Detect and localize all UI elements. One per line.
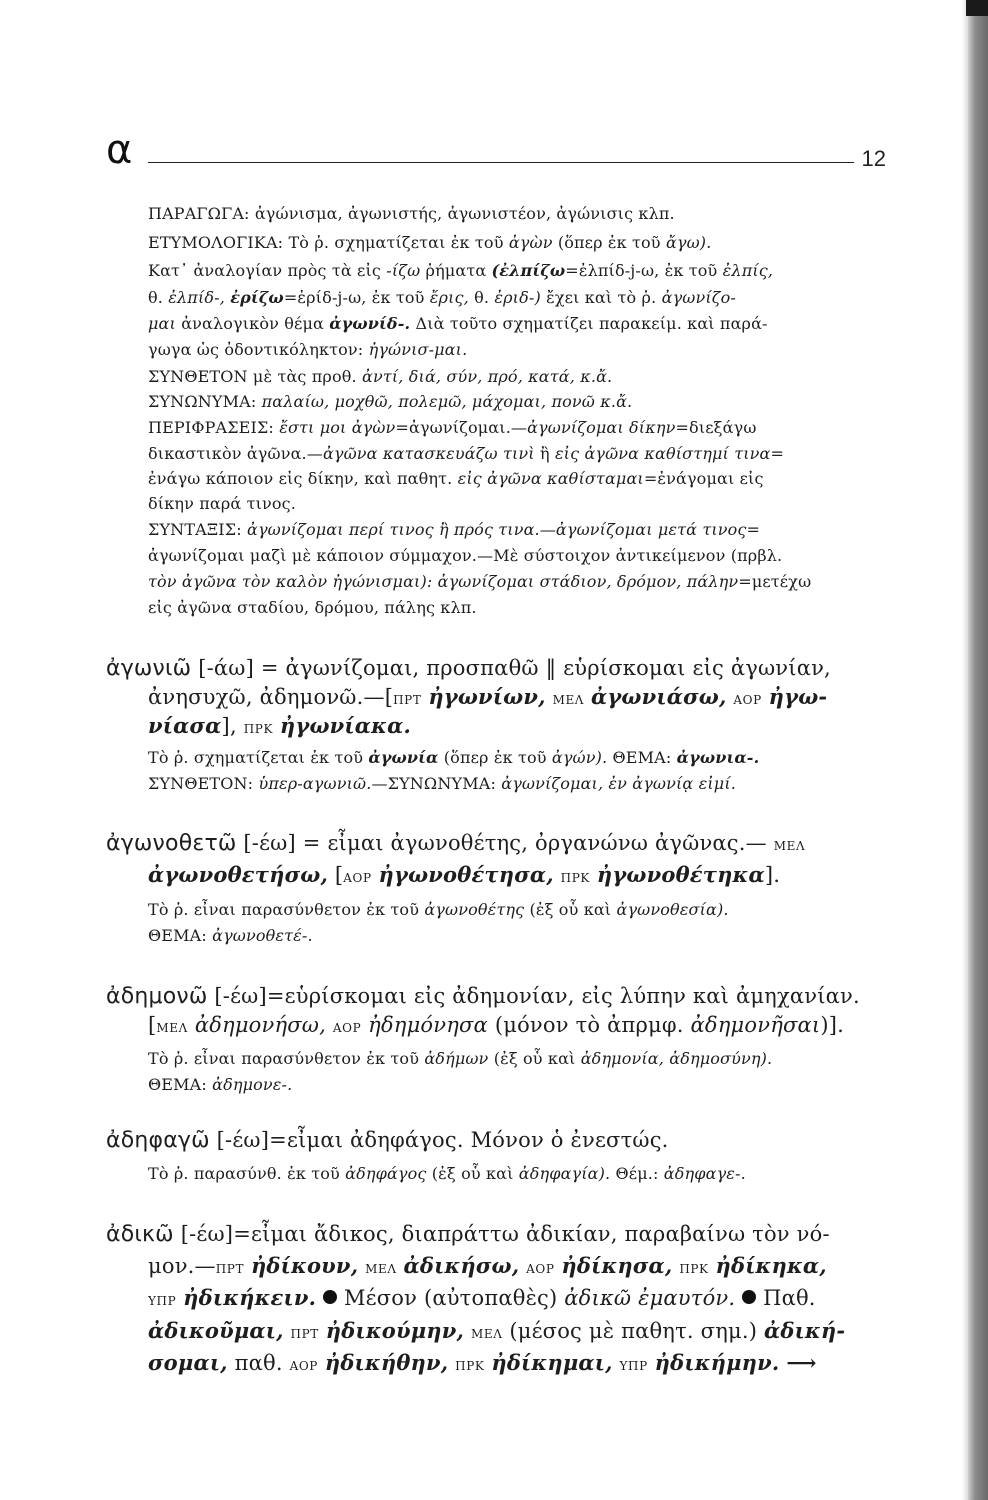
paragoga-line: ΠΑΡΑΓΩΓΑ: ἀγώνισμα, ἀγωνιστής, ἀγωνιστέον, ἀγώνισις κλπ.	[148, 204, 675, 223]
bullet-icon	[323, 1290, 337, 1304]
headword: ἀδημονῶ	[106, 984, 208, 1009]
entry-adiko-line-5: σομαι, παθ. ΑΟΡ ἠδικήθην, ΠΡΚ ἠδίκημαι, ΥΠΡ ἠδικήμην. ⟶	[148, 1350, 817, 1375]
entry-agonio-line-2: ἀνησυχῶ, ἀδημονῶ.—[ΠΡΤ ἠγωνίων, ΜΕΛ ἀγωνιάσω, ΑΟΡ ἠγω-	[148, 684, 828, 709]
etym-line-5: μαι ἀναλογικὸν θέμα ἀγωνίδ-. Διὰ τοῦτο σχηματίζει παρακείμ. καὶ παρά-	[148, 314, 768, 333]
entry-ademono-note-1: Τὸ ῥ. εἶναι παρασύνθετον ἐκ τοῦ ἀδήμων (ἐξ οὗ καὶ ἀδημονία, ἀδημοσύνη).	[148, 1049, 773, 1068]
etym-line-6: γωγα ὡς ὀδοντικόληκτον: ἠγώνισ-μαι.	[148, 340, 468, 359]
syntaxis-line: ΣΥΝΤΑΞΙΣ: ἀγωνίζομαι περί τινος ἢ πρός τινα.—ἀγωνίζομαι μετά τινος=	[148, 520, 761, 539]
syntaxis-line-2: ἀγωνίζομαι μαζὶ μὲ κάποιον σύμμαχον.—Μὲ σύστοιχον ἀντικείμενον (πρβλ.	[148, 546, 783, 565]
entry-adiko-line-4: ἀδικοῦμαι, ΠΡΤ ἠδικούμην, ΜΕΛ (μέσος μὲ παθητ. σημ.) ἀδική-	[148, 1318, 846, 1343]
entry-ademono-line-1: ἀδημονῶ [-έω]=εὑρίσκομαι εἰς ἀδημονίαν, εἰς λύπην καὶ ἀμηχανίαν.	[106, 984, 860, 1009]
entry-agonio-line-3: νίασα], ΠΡΚ ἠγωνίακα.	[148, 713, 411, 738]
entry-ademono-note-2: ΘΕΜΑ: ἀδημονε-.	[148, 1075, 293, 1094]
entry-ademono-line-2: [ΜΕΛ ἀδημονήσω, ΑΟΡ ἠδημόνησα (μόνον τὸ ἀπρμφ. ἀδημονῆσαι)].	[148, 1013, 845, 1037]
entry-agonotheto-line-2: ἀγωνοθετήσω, [ΑΟΡ ἠγωνοθέτησα, ΠΡΚ ἠγωνοθέτηκα].	[148, 862, 781, 887]
continue-arrow-icon: ⟶	[786, 1350, 817, 1375]
headword: ἀγωνοθετῶ	[106, 831, 237, 856]
headword: ἀδηφαγῶ	[106, 1128, 210, 1153]
page-number: 12	[861, 146, 886, 171]
headword: ἀγωνιῶ	[106, 656, 192, 681]
periphraseis-line-2: δικαστικὸν ἀγῶνα.—ἀγῶνα κατασκευάζω τινὶ ἢ εἰς ἀγῶνα καθίστημί τινα=	[148, 444, 785, 463]
synonyma-line: ΣΥΝΩΝΥΜΑ: παλαίω, μοχθῶ, πολεμῶ, μάχομαι, πονῶ κ.ἄ.	[148, 392, 633, 411]
entry-agonio-note-1: Τὸ ῥ. σχηματίζεται ἐκ τοῦ ἀγωνία (ὅπερ ἐκ τοῦ ἀγών). ΘΕΜΑ: ἀγωνια-.	[148, 748, 760, 767]
entry-agonotheto-line-1: ἀγωνοθετῶ [-έω] = εἶμαι ἀγωνοθέτης, ὀργανώνω ἀγῶνας.— ΜΕΛ	[106, 831, 806, 856]
entry-agonotheto-note-1: Τὸ ῥ. εἶναι παρασύνθετον ἐκ τοῦ ἀγωνοθέτης (ἐξ οὗ καὶ ἀγωνοθεσία).	[148, 900, 729, 919]
etym-line-4: θ. ἐλπίδ-, ἐρίζω=ἐρίδ-j-ω, ἐκ τοῦ ἔρις, θ. ἐριδ-) ἔχει καὶ τὸ ῥ. ἀγωνίζο-	[148, 288, 736, 307]
entry-adiko-line-3: ΥΠΡ ἠδικήκειν. Μέσον (αὐτοπαθὲς) ἀδικῶ ἐμαυτόν. Παθ.	[148, 1285, 816, 1310]
syntheton-line: ΣΥΝΘΕΤΟΝ μὲ τὰς προθ. ἀντί, διά, σύν, πρό, κατά, κ.ἄ.	[148, 367, 613, 386]
bullet-icon	[742, 1290, 756, 1304]
periphraseis-line-4: δίκην παρά τινος.	[148, 494, 297, 513]
periphraseis-line-3: ἐνάγω κάποιον εἰς δίκην, καὶ παθητ. εἰς ἀγῶνα καθίσταμαι=ἐνάγομαι εἰς	[148, 469, 764, 488]
syntaxis-line-4: εἰς ἀγῶνα σταδίου, δρόμου, πάλης κλπ.	[148, 598, 477, 617]
entry-adiko-line-1: ἀδικῶ [-έω]=εἶμαι ἄδικος, διαπράττω ἀδικίαν, παραβαίνω τὸν νό-	[106, 1222, 830, 1247]
periphraseis-line: ΠΕΡΙΦΡΑΣΕΙΣ: ἔστι μοι ἀγὼν=ἀγωνίζομαι.—ἀγωνίζομαι δίκην=διεξάγω	[148, 418, 757, 437]
syntaxis-line-3: τὸν ἀγῶνα τὸν καλὸν ἠγώνισμαι): ἀγωνίζομαι στάδιον, δρόμον, πάλην=μετέχω	[148, 572, 812, 591]
etym-line-3: Κατ᾽ ἀναλογίαν πρὸς τὰ εἰς -ίζω ῥήματα (ἐλπίζω=ἐλπίδ-j-ω, ἐκ τοῦ ἐλπίς,	[148, 261, 774, 280]
entry-adefago-line-1: ἀδηφαγῶ [-έω]=εἶμαι ἀδηφάγος. Μόνον ὁ ἐνεστώς.	[106, 1128, 669, 1153]
entry-agonotheto-note-2: ΘΕΜΑ: ἀγωνοθετέ-.	[148, 926, 313, 945]
entry-agonio-line-1: ἀγωνιῶ [-άω] = ἀγωνίζομαι, προσπαθῶ ‖ εὑρίσκομαι εἰς ἀγωνίαν,	[106, 656, 831, 681]
entry-adefago-note-1: Τὸ ῥ. παρασύνθ. ἐκ τοῦ ἀδηφάγος (ἐξ οὗ καὶ ἀδηφαγία). Θέμ.: ἀδηφαγε-.	[148, 1164, 746, 1183]
entry-agonio-note-2: ΣΥΝΘΕΤΟΝ: ὑπερ-αγωνιῶ.—ΣΥΝΩΝΥΜΑ: ἀγωνίζομαι, ἐν ἀγωνίᾳ εἰμί.	[148, 774, 736, 793]
entry-adiko-line-2: μον.—ΠΡΤ ἠδίκουν, ΜΕΛ ἀδικήσω, ΑΟΡ ἠδίκησα, ΠΡΚ ἠδίκηκα,	[148, 1253, 827, 1278]
etym-line: ΕΤΥΜΟΛΟΓΙΚΑ: Τὸ ῥ. σχηματίζεται ἐκ τοῦ ἀγὼν (ὅπερ ἐκ τοῦ ἄγω).	[148, 233, 712, 252]
headword: ἀδικῶ	[106, 1222, 174, 1247]
section-letter: α	[106, 127, 133, 173]
